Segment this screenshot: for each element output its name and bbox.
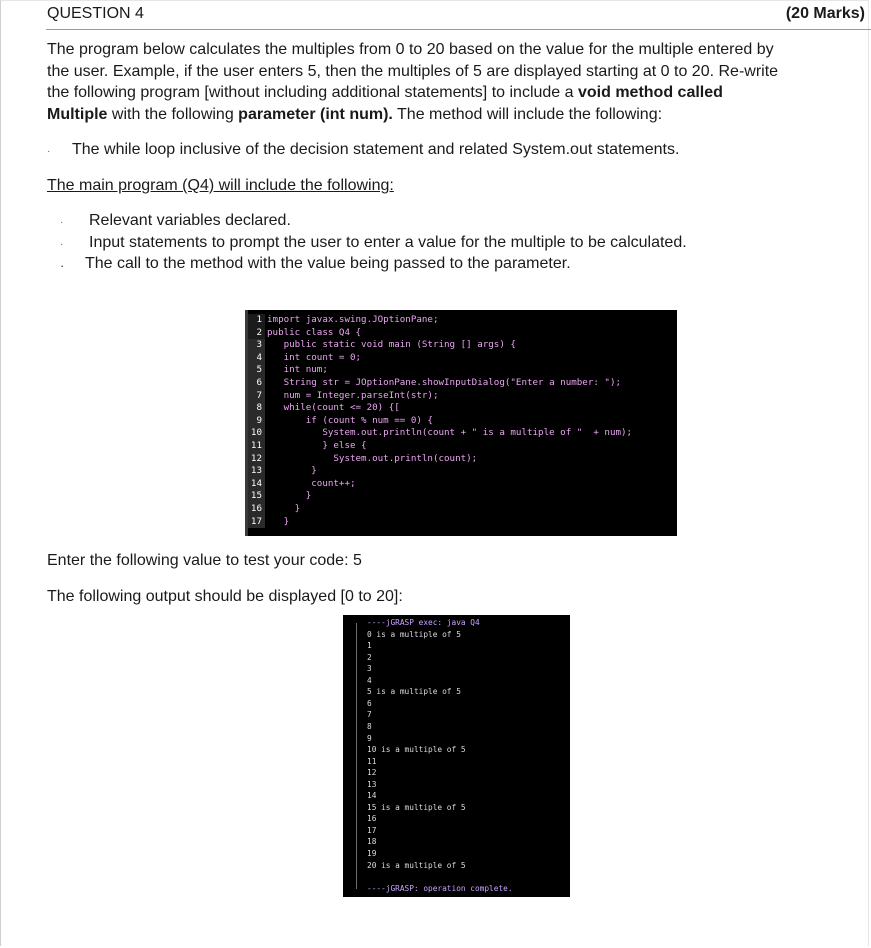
bullet-icon: · [60,217,64,228]
intro-text-3: The method will include the following: [392,105,663,123]
code-line [248,453,677,466]
line-number: 10 [248,427,265,440]
method-bullet-text: The while loop inclusive of the decision statement and related System.out statements. [72,141,680,158]
code-text: num = Integer.parseInt(str); [267,389,439,401]
console-line: 2 [367,652,372,662]
code-text: count++; [267,477,356,489]
bullet-icon: · [60,239,64,250]
expected-output-text: The following output should be displayed [0 to 20]: [47,588,403,605]
code-line [248,415,677,428]
line-number: 7 [248,390,265,403]
test-value-text: Enter the following value to test your code: 5 [47,552,362,569]
code-text: System.out.println(count + " is a multiple of " + num); [267,427,633,439]
code-text: int count = 0; [267,351,362,363]
intro-text-2: with the following [107,105,239,123]
line-number: 3 [248,339,265,352]
main-bullet-text-1: Relevant variables declared. [89,212,291,229]
code-line [248,503,677,516]
bullet-icon: · [47,146,51,157]
console-line: 19 [367,849,377,858]
console-line: 11 [367,756,377,766]
code-text: import javax.swing.JOptionPane; [267,314,439,325]
console-line: 17 [367,825,377,835]
code-text: } else { [267,439,367,451]
line-number: 14 [248,478,265,491]
code-text: } [267,490,312,502]
intro-bold-method: void method called Multiple [47,84,723,123]
console-line: 12 [367,768,377,778]
code-screenshot [245,310,677,536]
output-console [343,615,570,897]
console-line: 10 is a multiple of 5 [367,745,466,755]
console-line: 20 is a multiple of 5 [367,860,466,870]
line-number: 1 [248,314,265,327]
code-text: int num; [267,364,328,376]
console-line: 13 [367,779,377,789]
console-line: 4 [367,675,372,685]
code-line [248,440,677,453]
main-bullet-text-2: Input statements to prompt the user to enter a value for the multiple to be calculated. [89,234,687,251]
line-number: 4 [248,352,265,365]
code-text: } [267,502,301,514]
code-line [248,327,677,340]
code-text: } [267,465,317,477]
console-line: 14 [367,791,377,801]
console-line: ----jGRASP: operation complete. [367,883,513,893]
console-line: 3 [367,664,372,674]
marks-label: (20 Marks) [785,5,865,22]
code-text: if (count % num == 0) { [267,414,433,426]
main-program-heading: The main program (Q4) will include the following: [47,177,394,194]
line-number: 16 [248,503,265,516]
main-bullet-text-3: The call to the method with the value being passed to the parameter. [85,255,571,272]
console-line: 1 [367,641,372,651]
console-line: 8 [367,721,372,731]
code-line [248,402,677,415]
intro-paragraph [47,39,782,125]
code-line [248,478,677,491]
line-number: 2 [248,327,265,340]
code-line [248,377,677,390]
line-number: 6 [248,377,265,390]
console-line: 9 [367,733,372,743]
line-number: 5 [248,364,265,377]
code-text: } [267,515,290,527]
console-line: 15 is a multiple of 5 [367,802,466,812]
code-text: String str = JOptionPane.showInputDialog("Enter a number: "); [267,376,622,388]
code-line [248,390,677,403]
console-line: 7 [367,710,372,720]
code-line [248,352,677,365]
code-line [248,516,677,529]
console-line: 5 is a multiple of 5 [367,687,461,697]
code-line [248,465,677,478]
console-line: 18 [367,837,377,847]
intro-bold-parameter: parameter (int num). [238,105,393,123]
intro-text-1: The program below calculates the multiples from 0 to 20 based on the value for the multiple entered by the user. Example, if the user enters 5, then the multiples of 5 are displayed starting at 0 to 20. Re-write the following program [without including additional statements] to include a [47,41,779,101]
console-gutter [356,623,357,889]
line-number: 9 [248,415,265,428]
console-line: ----jGRASP exec: java Q4 [367,618,480,627]
line-number: 12 [248,453,265,466]
code-text: public class Q4 { [267,326,362,338]
question-title: QUESTION 4 [47,5,144,22]
code-line [248,364,677,377]
line-number: 11 [248,440,265,453]
line-number: 8 [248,402,265,415]
bullet-icon: · [60,258,65,273]
line-number: 17 [248,516,265,529]
code-line [248,314,677,327]
code-line [248,427,677,440]
console-line: 0 is a multiple of 5 [367,629,461,639]
code-lines [248,310,677,528]
code-line [248,339,677,352]
code-line [248,490,677,503]
line-number: 13 [248,465,265,478]
code-text: while(count <= 20) {[ [267,402,400,414]
header-rule [46,29,871,30]
code-text: System.out.println(count); [267,452,478,464]
console-line: 16 [367,814,377,824]
line-number: 15 [248,490,265,503]
console-line: 6 [367,698,372,708]
code-text: public static void main (String [] args) { [267,339,516,351]
